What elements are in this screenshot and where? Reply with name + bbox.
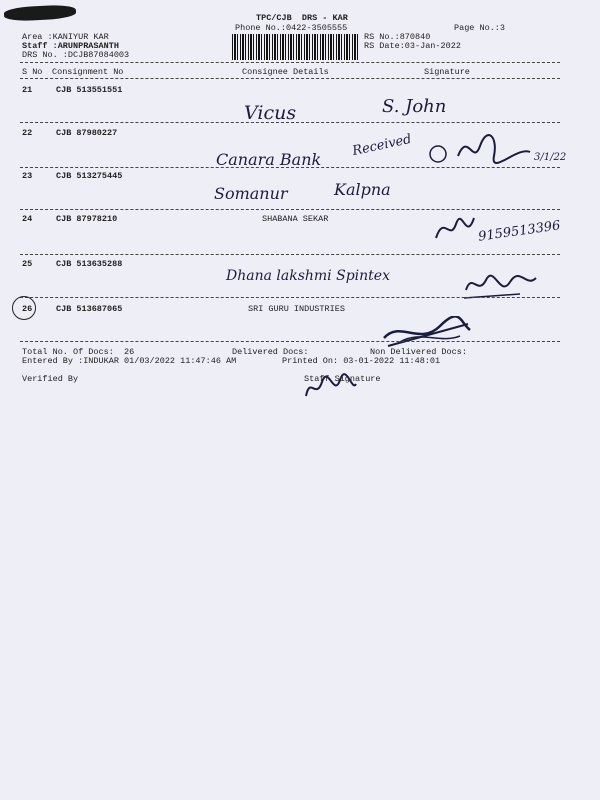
row-consignment: CJB 513275445 bbox=[56, 171, 123, 181]
total-docs: Total No. Of Docs: 26 bbox=[22, 347, 135, 357]
rs-number: RS No.:870840 bbox=[364, 32, 431, 42]
handwritten-consignee: Dhana lakshmi Spintex bbox=[226, 268, 390, 284]
rs-date: RS Date:03-Jan-2022 bbox=[364, 41, 461, 51]
printed-on: Printed On: 03-01-2022 11:48:01 bbox=[282, 356, 441, 366]
row-consignment: CJB 87978210 bbox=[56, 214, 118, 224]
non-delivered-docs: Non Delivered Docs: bbox=[370, 347, 467, 357]
handwritten-consignee: Somanur bbox=[214, 184, 288, 203]
handwritten-consignee: Vicus bbox=[244, 102, 297, 124]
scribble-signature bbox=[430, 212, 480, 246]
verified-by: Verified By bbox=[22, 374, 79, 384]
row-sno: 22 bbox=[22, 128, 33, 138]
redaction-blot bbox=[4, 4, 77, 22]
staff-signature-label: Staff Signature bbox=[304, 374, 381, 384]
handwritten-date: 3/1/22 bbox=[534, 152, 567, 163]
column-signature: Signature bbox=[424, 67, 470, 77]
row-consignee: SRI GURU INDUSTRIES bbox=[248, 304, 345, 314]
row-sno: 23 bbox=[22, 171, 33, 181]
staff-field: Staff :ARUNPRASANTH bbox=[22, 41, 119, 51]
handwritten-signature: Received bbox=[351, 131, 413, 160]
scribble-signature bbox=[300, 372, 360, 406]
area-field: Area :KANIYUR KAR bbox=[22, 32, 109, 42]
handwritten-consignee: Canara Bank bbox=[216, 150, 322, 169]
column-consignment: Consignment No bbox=[52, 67, 124, 77]
phone-number: Phone No.:0422-3505555 bbox=[235, 23, 348, 33]
divider bbox=[20, 209, 560, 210]
row-consignment: CJB 87980227 bbox=[56, 128, 118, 138]
column-consignee: Consignee Details bbox=[242, 67, 329, 77]
row-sno: 26 bbox=[22, 304, 33, 314]
row-consignment: CJB 513635288 bbox=[56, 259, 123, 269]
scribble-signature bbox=[418, 126, 538, 176]
divider bbox=[20, 254, 560, 255]
handwritten-phone: 9159513396 bbox=[477, 218, 562, 245]
row-sno: 25 bbox=[22, 259, 33, 269]
row-sno: 21 bbox=[22, 85, 33, 95]
document-title: TPC/CJB DRS - KAR bbox=[256, 13, 348, 23]
handwritten-signature: Kalpna bbox=[334, 180, 391, 199]
column-sno: S No bbox=[22, 67, 43, 77]
delivered-docs: Delivered Docs: bbox=[232, 347, 309, 357]
handwritten-signature: S. John bbox=[382, 96, 447, 117]
page-number: Page No.:3 bbox=[454, 23, 506, 33]
divider bbox=[20, 341, 560, 342]
row-consignee: SHABANA SEKAR bbox=[262, 214, 329, 224]
drs-number: DRS No. :DCJB87084003 bbox=[22, 50, 130, 60]
row-consignment: CJB 513551551 bbox=[56, 85, 123, 95]
row-sno: 24 bbox=[22, 214, 33, 224]
divider bbox=[20, 167, 560, 168]
divider bbox=[20, 297, 560, 298]
divider bbox=[20, 62, 560, 63]
entered-by: Entered By :INDUKAR 01/03/2022 11:47:46 AM bbox=[22, 356, 237, 366]
divider bbox=[20, 122, 560, 123]
barcode bbox=[232, 34, 358, 60]
row-consignment: CJB 513687065 bbox=[56, 304, 123, 314]
divider bbox=[20, 78, 560, 79]
